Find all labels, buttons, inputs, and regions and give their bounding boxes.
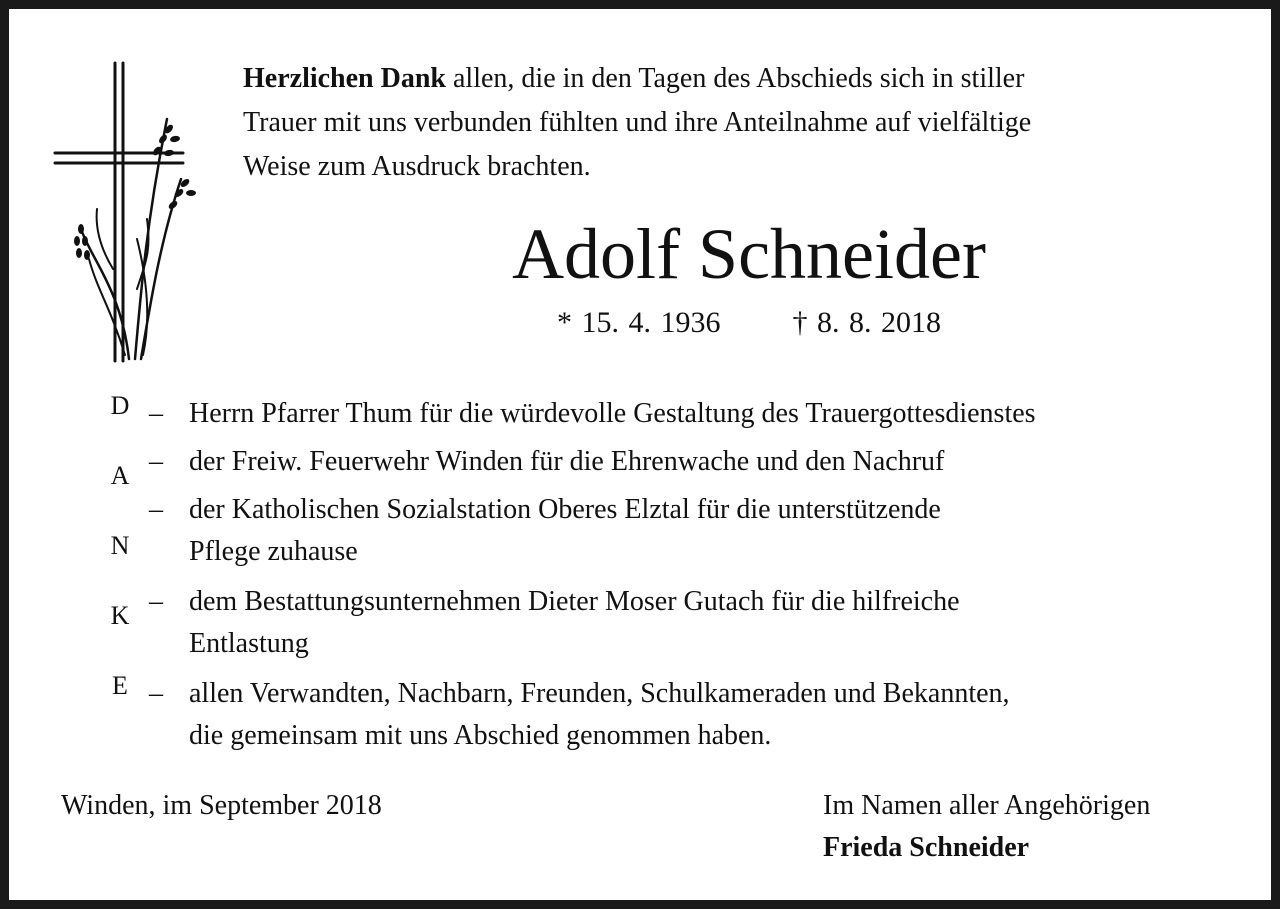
intro-line-3: Weise zum Ausdruck brachten. (243, 151, 591, 182)
list-item-text: der Katholischen Sozialstation Oberes Elztal für die unterstützende (189, 494, 941, 525)
acrostic-letter: A (110, 461, 130, 490)
on-behalf-text: Im Namen aller Angehörigen (823, 790, 1151, 821)
list-item-text: dem Bestattungsunternehmen Dieter Moser Gutach für die hilfreiche (189, 586, 960, 617)
list-dash: – (149, 446, 163, 477)
list-item-text: die gemeinsam mit uns Abschied genommen haben. (189, 720, 772, 751)
list-item-text: Entlastung (189, 628, 309, 659)
deceased-name: Adolf Schneider (512, 214, 986, 294)
list-item-text: der Freiw. Feuerwehr Winden für die Ehrenwache und den Nachruf (189, 446, 945, 477)
list-item-text: allen Verwandten, Nachbarn, Freunden, Schulkameraden und Bekannten, (189, 678, 1010, 709)
intro-bold: Herzlichen Dank (243, 63, 446, 94)
list-item-text: Herrn Pfarrer Thum für die würdevolle Gestaltung des Trauergottesdienstes (189, 398, 1036, 429)
intro-line-1: allen, die in den Tagen des Abschieds sich in stiller (446, 63, 1025, 94)
thank-you-intro (243, 57, 1243, 189)
signer-name: Frieda Schneider (823, 832, 1030, 863)
list-dash: – (149, 586, 163, 617)
acrostic-letter: D (110, 391, 130, 420)
place-and-date: Winden, im September 2018 (61, 790, 382, 821)
cross-with-wheat-icon (51, 59, 201, 379)
signature-block (823, 785, 1150, 869)
list-dash: – (149, 494, 163, 525)
life-dates (309, 303, 1189, 343)
list-item-text: Pflege zuhause (189, 536, 358, 567)
list-dash: – (149, 678, 163, 709)
acrostic-letter: E (112, 671, 128, 700)
acrostic-letter: N (110, 531, 130, 560)
obituary-card (6, 6, 1274, 903)
birth-date: * 15. 4. 1936 (557, 306, 721, 339)
death-date: † 8. 8. 2018 (792, 306, 941, 339)
acrostic-letter: K (110, 601, 130, 630)
list-dash: – (149, 398, 163, 429)
intro-line-2: Trauer mit uns verbunden fühlten und ihre Anteilnahme auf vielfältige (243, 107, 1032, 138)
